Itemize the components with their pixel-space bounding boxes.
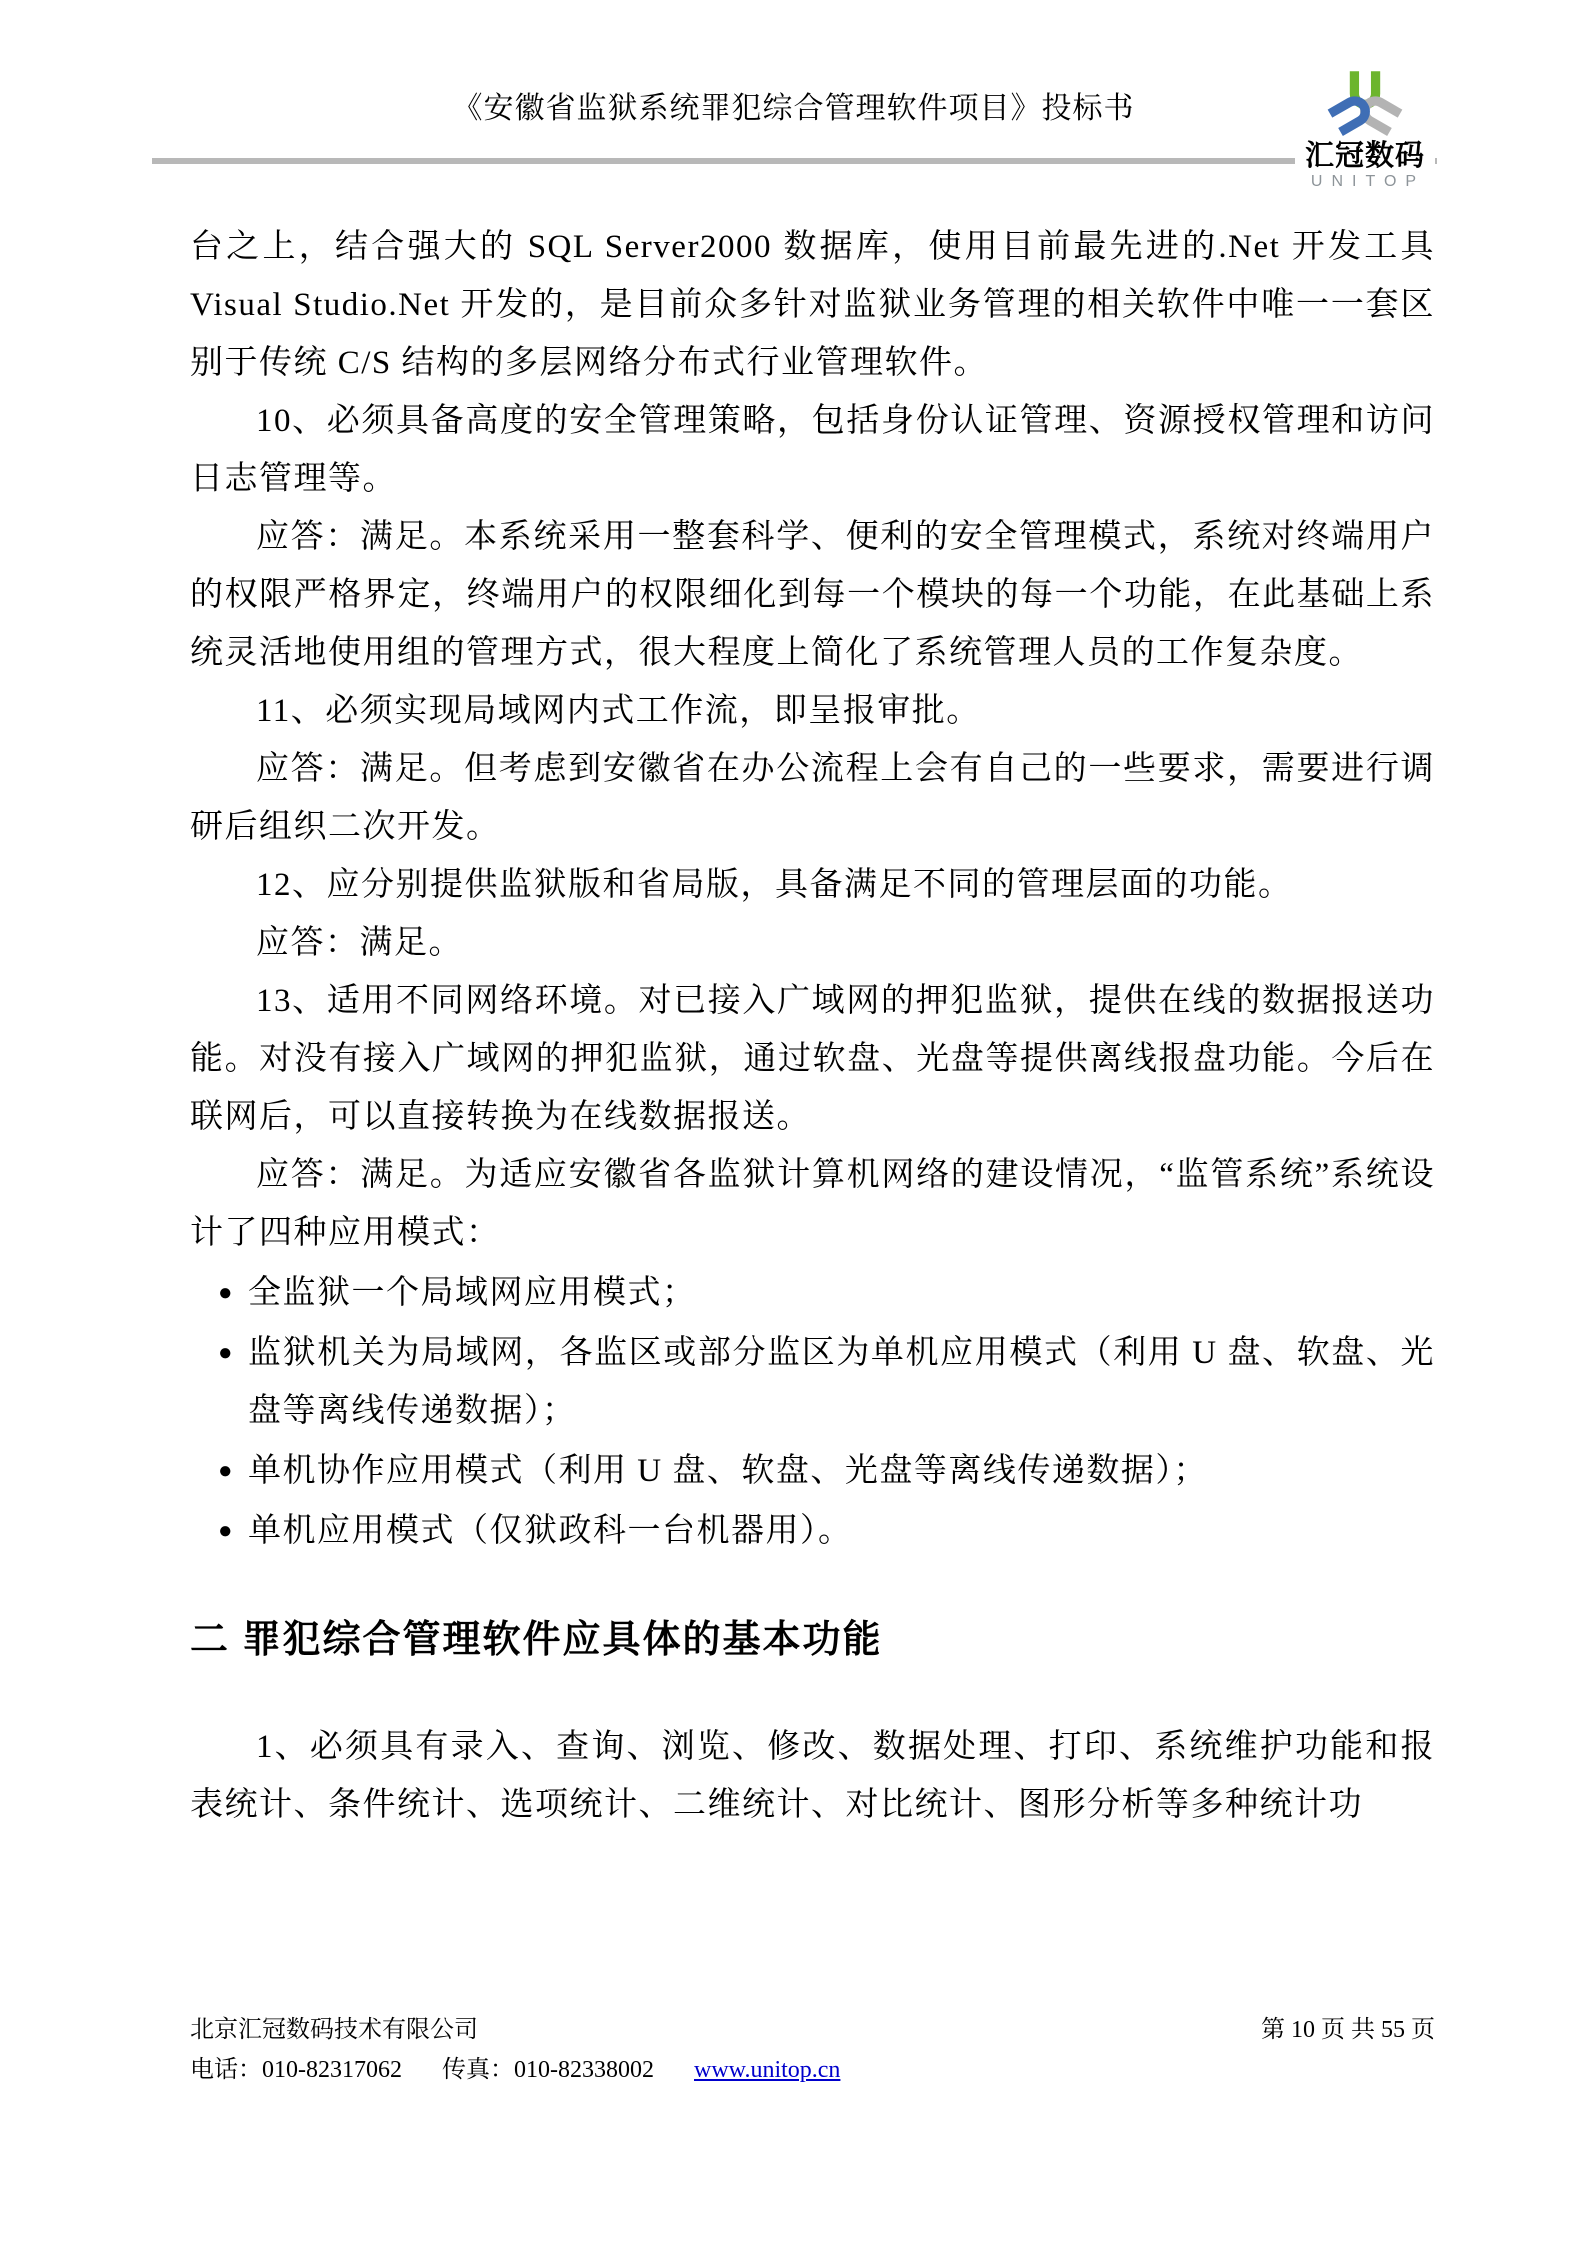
list-item-text: 全监狱一个局域网应用模式； bbox=[248, 1275, 697, 1311]
company-logo bbox=[1295, 66, 1435, 192]
paragraph: 13、适用不同网络环境。对已接入广域网的押犯监狱，提供在线的数据报送功能。对没有接入广域网的押犯监狱，通过软盘、光盘等提供离线报盘功能。今后在联网后，可以直接转换为在线数据报送。 bbox=[190, 983, 1435, 1135]
page-number: 第 10 页 共 55 页 bbox=[1261, 2017, 1435, 2043]
unitop-logo-icon bbox=[1317, 66, 1413, 140]
header-divider bbox=[152, 158, 1437, 164]
brand-name: 汇冠数码 bbox=[1304, 140, 1425, 172]
list-item-text: 单机协作应用模式（利用 U 盘、软盘、光盘等离线传递数据）； bbox=[248, 1453, 1208, 1489]
list-item bbox=[218, 1502, 1435, 1560]
website-link[interactable]: www.unitop.cn bbox=[694, 2057, 841, 2083]
paragraph: 台之上，结合强大的 SQL Server2000 数据库，使用目前最先进的.Net 开发工具 Visual Studio.Net 开发的，是目前众多针对监狱业务管理的相关软件中唯一一套区别于传统 C/S 结构的多层网络分布式行业管理软件。 bbox=[190, 229, 1435, 381]
company-name: 北京汇冠数码技术有限公司 bbox=[190, 2017, 478, 2043]
bullet-icon: ● bbox=[218, 1340, 234, 1366]
paragraph: 11、必须实现局域网内式工作流，即呈报审批。 bbox=[256, 693, 981, 729]
list-item bbox=[218, 1442, 1435, 1500]
document-body bbox=[190, 218, 1435, 1834]
page-header bbox=[0, 0, 1587, 190]
paragraph: 1、必须具有录入、查询、浏览、修改、数据处理、打印、系统维护功能和报表统计、条件统计、选项统计、二维统计、对比统计、图形分析等多种统计功 bbox=[190, 1729, 1435, 1823]
bullet-icon: ● bbox=[218, 1518, 234, 1544]
list-item-text: 监狱机关为局域网，各监区或部分监区为单机应用模式（利用 U 盘、软盘、光盘等离线传递数据）； bbox=[248, 1335, 1435, 1429]
paragraph: 10、必须具备高度的安全管理策略，包括身份认证管理、资源授权管理和访问日志管理等。 bbox=[190, 403, 1435, 497]
fax-number: 传真：010-82338002 bbox=[442, 2057, 654, 2083]
phone-number: 电话：010-82317062 bbox=[190, 2057, 402, 2083]
list-item bbox=[218, 1264, 1435, 1322]
section-heading: 二 罪犯综合管理软件应具体的基本功能 bbox=[190, 1619, 883, 1661]
page-title: 《安徽省监狱系统罪犯综合管理软件项目》投标书 bbox=[452, 92, 1135, 125]
list-item-text: 单机应用模式（仅狱政科一台机器用）。 bbox=[248, 1513, 853, 1549]
bullet-icon: ● bbox=[218, 1280, 234, 1306]
logo-u-blue bbox=[1330, 97, 1369, 132]
list-item bbox=[218, 1324, 1435, 1440]
brand-subtitle: UNITOP bbox=[1310, 173, 1426, 190]
paragraph: 应答：满足。为适应安徽省各监狱计算机网络的建设情况，“监管系统”系统设计了四种应用模式： bbox=[190, 1157, 1435, 1251]
paragraph: 应答：满足。本系统采用一整套科学、便利的安全管理模式，系统对终端用户的权限严格界定，终端用户的权限细化到每一个模块的每一个功能，在此基础上系统灵活地使用组的管理方式，很大程度上简化了系统管理人员的工作复杂度。 bbox=[190, 519, 1435, 671]
page-footer bbox=[190, 2010, 1435, 2090]
paragraph: 应答：满足。但考虑到安徽省在办公流程上会有自己的一些要求，需要进行调研后组织二次开发。 bbox=[190, 751, 1435, 845]
application-mode-list bbox=[190, 1264, 1435, 1560]
paragraph: 12、应分别提供监狱版和省局版，具备满足不同的管理层面的功能。 bbox=[256, 867, 1293, 903]
paragraph: 应答：满足。 bbox=[256, 925, 463, 961]
bullet-icon: ● bbox=[218, 1458, 234, 1484]
